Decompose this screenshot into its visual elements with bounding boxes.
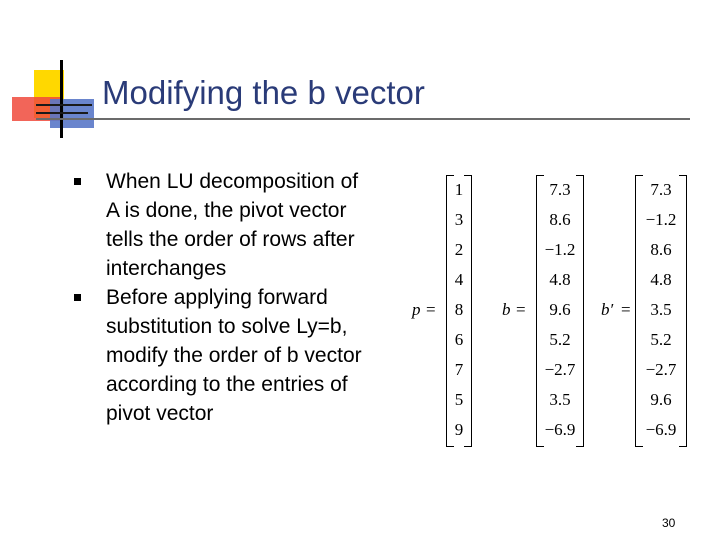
vector-b-prime-entry: 3.5 <box>650 300 672 319</box>
bullet-item <box>72 167 372 283</box>
bullet-text: When LU decomposition of A is done, the pivot vector tells the order of rows after interchanges <box>106 170 359 280</box>
vector-b <box>536 175 584 445</box>
vector-b-prime-label: b′ <box>601 300 614 319</box>
vector-b-entry: 3.5 <box>549 390 571 409</box>
vector-b-prime-entry: 8.6 <box>650 240 672 259</box>
vector-p <box>446 175 472 445</box>
vector-b-prime-entry: −2.7 <box>645 360 677 379</box>
vector-b-entry: 8.6 <box>549 210 571 229</box>
vector-p-label: p <box>412 300 421 319</box>
vector-b-prime-entry: 7.3 <box>650 180 672 199</box>
vector-b-entry: −6.9 <box>544 420 576 439</box>
vector-b-entry: −2.7 <box>544 360 576 379</box>
vector-p-entry: 2 <box>454 240 464 259</box>
logo-vertical-line <box>60 60 63 138</box>
vector-b-prime-entry: −1.2 <box>645 210 677 229</box>
vector-p-entry: 9 <box>454 420 464 439</box>
bullet-square-icon <box>74 178 81 185</box>
vector-equations <box>410 175 700 445</box>
vector-p-entry: 1 <box>454 180 464 199</box>
vector-b-entry: 7.3 <box>549 180 571 199</box>
vector-b-entry: −1.2 <box>544 240 576 259</box>
vector-b-entry: 9.6 <box>549 300 571 319</box>
vector-b-entry: 4.8 <box>549 270 571 289</box>
vector-p-entry: 7 <box>454 360 464 379</box>
vector-b-prime-entry: 4.8 <box>650 270 672 289</box>
vector-b-entry: 5.2 <box>549 330 571 349</box>
vector-b-prime <box>635 175 687 445</box>
equals-sign: = <box>516 300 526 319</box>
vector-b-prime-entry: 9.6 <box>650 390 672 409</box>
vector-p-entry: 6 <box>454 330 464 349</box>
vector-b-label: b <box>502 300 511 319</box>
bullet-list <box>72 167 372 428</box>
vector-p-entry: 3 <box>454 210 464 229</box>
vector-p-entry: 8 <box>454 300 464 319</box>
vector-b-prime-entry: 5.2 <box>650 330 672 349</box>
bullet-square-icon <box>74 294 81 301</box>
equals-sign: = <box>621 300 631 319</box>
title-underline <box>36 118 690 120</box>
vector-p-entry: 4 <box>454 270 464 289</box>
equals-sign: = <box>426 300 436 319</box>
page-number: 30 <box>662 516 676 530</box>
logo-horizontal-line <box>36 104 92 106</box>
bullet-item <box>72 283 372 428</box>
bullet-text: Before applying forward substitution to solve Ly=b, modify the order of b vector according to the entries of pivot vector <box>106 286 362 425</box>
vector-b-prime-entry: −6.9 <box>645 420 677 439</box>
vector-p-entry: 5 <box>454 390 464 409</box>
slide-title: Modifying the b vector <box>102 74 425 111</box>
logo-horizontal-line <box>36 112 88 114</box>
